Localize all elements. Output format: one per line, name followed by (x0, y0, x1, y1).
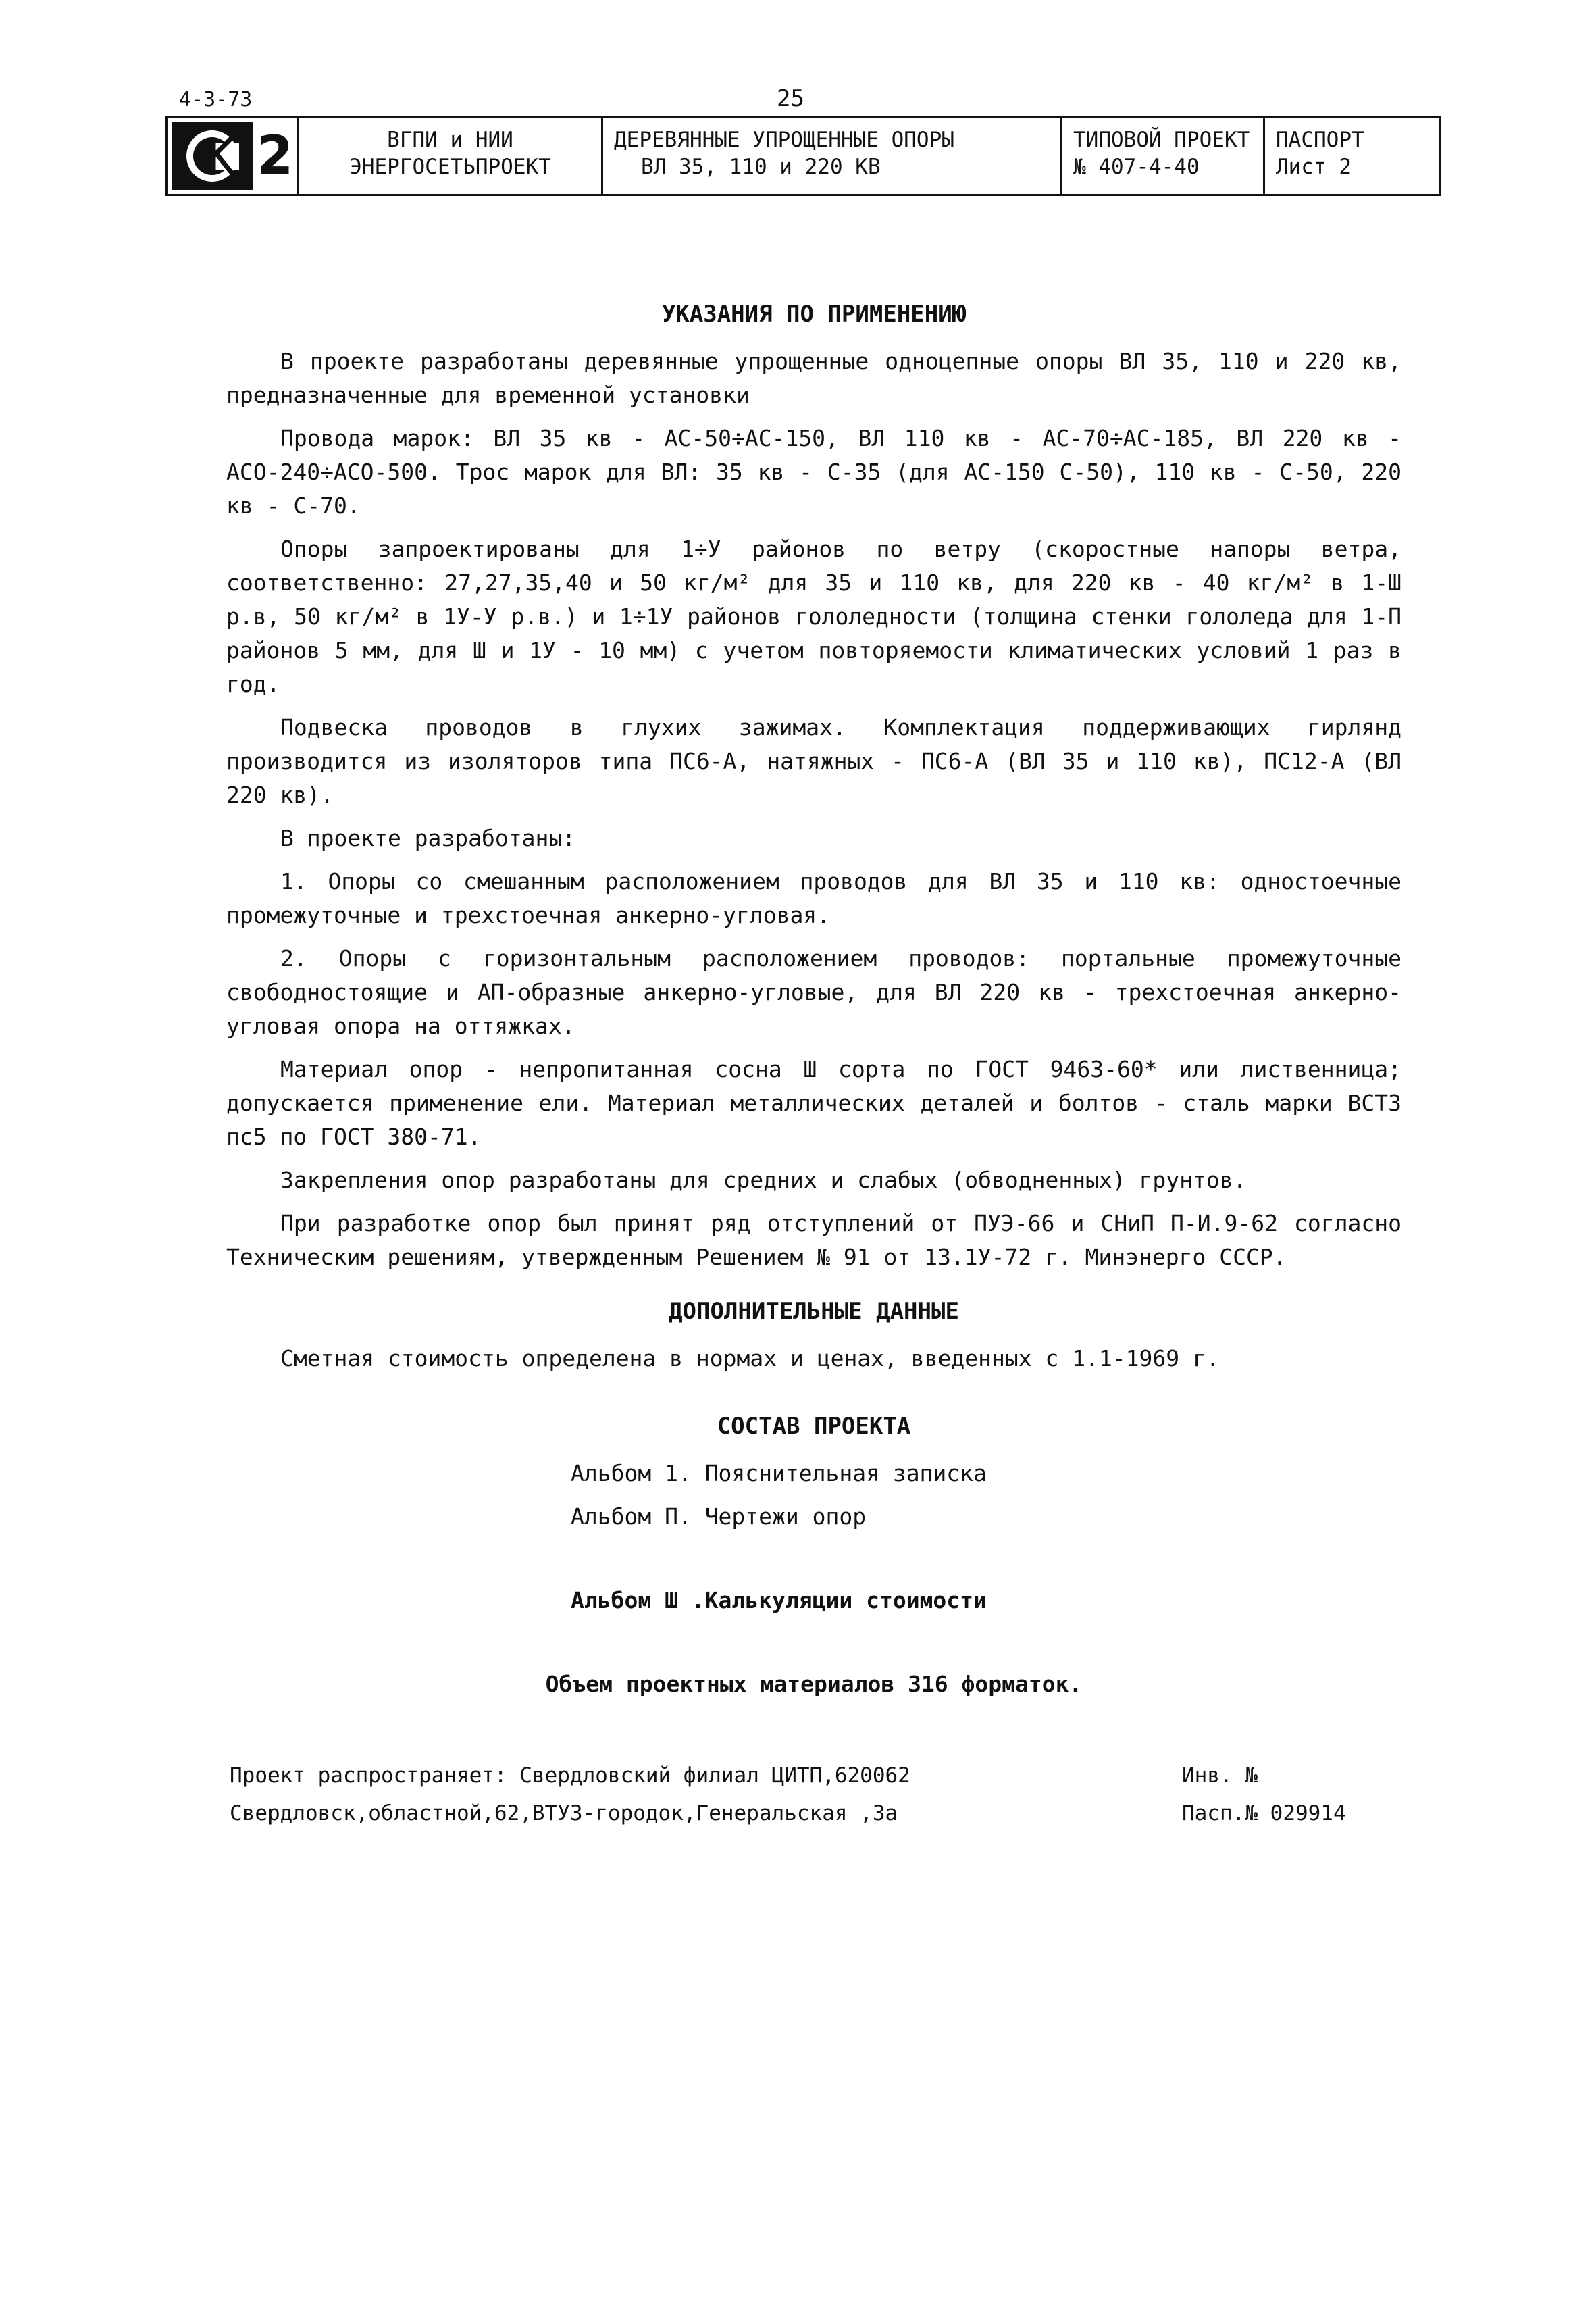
footer (230, 1757, 1405, 1832)
section-heading-application: УКАЗАНИЯ ПО ПРИМЕНЕНИЮ (661, 301, 967, 328)
paragraph: Провода марок: ВЛ 35 кв - АС-50÷АС-150, ВЛ 110 кв - АС-70÷АС-185, ВЛ 220 кв - АСО-240÷АСО-500. Трос марок для ВЛ: 35 кв - С-35 (для АС-150 С-50), 110 кв - С-50, 220 кв - С-70. (226, 425, 1401, 519)
section-heading-composition: СОСТАВ ПРОЕКТА (717, 1413, 911, 1440)
title-block (165, 116, 1441, 196)
project-cell (1062, 118, 1265, 194)
paragraph: Подвеска проводов в глухих зажимах. Комплектация поддерживающих гирлянд производится из изоляторов типа ПС6-А, натяжных - ПС6-А (ВЛ 35 и 110 кв), ПС12-А (ВЛ 220 кв). (226, 714, 1401, 808)
album-item: Альбом Ш .Калькуляции стоимости (571, 1587, 987, 1613)
paragraph: Сметная стоимость определена в нормах и ценах, введенных с 1.1-1969 г. (280, 1345, 1220, 1372)
organization-cell (299, 118, 603, 194)
ck-logo-icon (172, 122, 253, 190)
main-content (226, 291, 1401, 1711)
project-line-1: ТИПОВОЙ ПРОЕКТ (1073, 128, 1250, 152)
passport-label: Пасп.№ (1182, 1801, 1258, 1826)
passport-number: 029914 (1270, 1801, 1346, 1826)
passport-number-group (1182, 1794, 1405, 1832)
distributor-line-2: Свердловск,областной,62,ВТУЗ-городок,Генеральская ,3а (230, 1801, 898, 1826)
inventory-label: Инв. № (1182, 1763, 1258, 1788)
org-line-1: ВГПИ и НИИ (387, 128, 513, 152)
paragraph: В проекте разработаны деревянные упрощенные одноцепные опоры ВЛ 35, 110 и 220 кв, предназначенные для временной установки (226, 348, 1401, 408)
passport-line-1: ПАСПОРТ (1276, 128, 1364, 152)
title-line-2: ВЛ 35, 110 и 220 КВ (641, 155, 881, 179)
footer-row-1 (230, 1757, 1405, 1794)
org-line-2: ЭНЕРГОСЕТЬПРОЕКТ (349, 155, 551, 179)
paragraph: Материал опор - непропитанная сосна Ш сорта по ГОСТ 9463-60* или лиственница; допускается применение ели. Материал металлических деталей и болтов - сталь марки ВСТ3 пс5 по ГОСТ 380-71. (226, 1056, 1401, 1150)
album-item: Альбом 1. Пояснительная записка (571, 1460, 987, 1486)
logo-number: 2 (257, 126, 294, 186)
passport-cell (1265, 118, 1439, 194)
album-item: Альбом П. Чертежи опор (571, 1503, 867, 1530)
document-title-cell (603, 118, 1062, 194)
title-line-1: ДЕРЕВЯННЫЕ УПРОЩЕННЫЕ ОПОРЫ (614, 128, 954, 152)
page-number: 25 (777, 85, 804, 112)
paragraph: 2. Опоры с горизонтальным расположением проводов: портальные промежуточные свободностоящие и АП-образные анкерно-угловые, для ВЛ 220 кв - трехстоечная анкерно-угловая опора на оттяжках. (226, 945, 1401, 1039)
project-line-2: № 407-4-40 (1073, 155, 1200, 179)
paragraph: Закрепления опор разработаны для средних и слабых (обводненных) грунтов. (280, 1167, 1247, 1193)
document-code: 4-3-73 (179, 88, 253, 111)
paragraph: При разработке опор был принят ряд отступлений от ПУЭ-66 и СНиП П-И.9-62 согласно Техническим решениям, утвержденным Решением № 91 от 13.1У-72 г. Минэнерго СССР. (226, 1210, 1401, 1270)
paragraph: В проекте разработаны: (280, 825, 576, 851)
distributor-line-1: Проект распространяет: Свердловский филиал ЦИТП,620062 (230, 1763, 910, 1788)
logo-cell (168, 118, 299, 194)
passport-line-2: Лист 2 (1276, 155, 1352, 179)
footer-row-2 (230, 1794, 1405, 1832)
paragraph: 1. Опоры со смешанным расположением проводов для ВЛ 35 и 110 кв: одностоечные промежуточные и трехстоечная анкерно-угловая. (226, 868, 1401, 928)
section-heading-additional: ДОПОЛНИТЕЛЬНЫЕ ДАННЫЕ (669, 1298, 959, 1325)
paragraph: Опоры запроектированы для 1÷У районов по ветру (скоростные напоры ветра, соответственно: 27,27,35,40 и 50 кг/м² для 35 и 110 кв, для 220 кв - 40 кг/м² в 1-Ш р.в, 50 кг/м² в 1У-У р.в.) и 1÷1У районов гололедности (толщина стенки гололеда для 1-П районов 5 мм, для Ш и 1У - 10 мм) с учетом повторяемости климатических условий 1 раз в год. (226, 536, 1401, 697)
volume-line: Объем проектных материалов 316 форматок. (545, 1671, 1083, 1697)
